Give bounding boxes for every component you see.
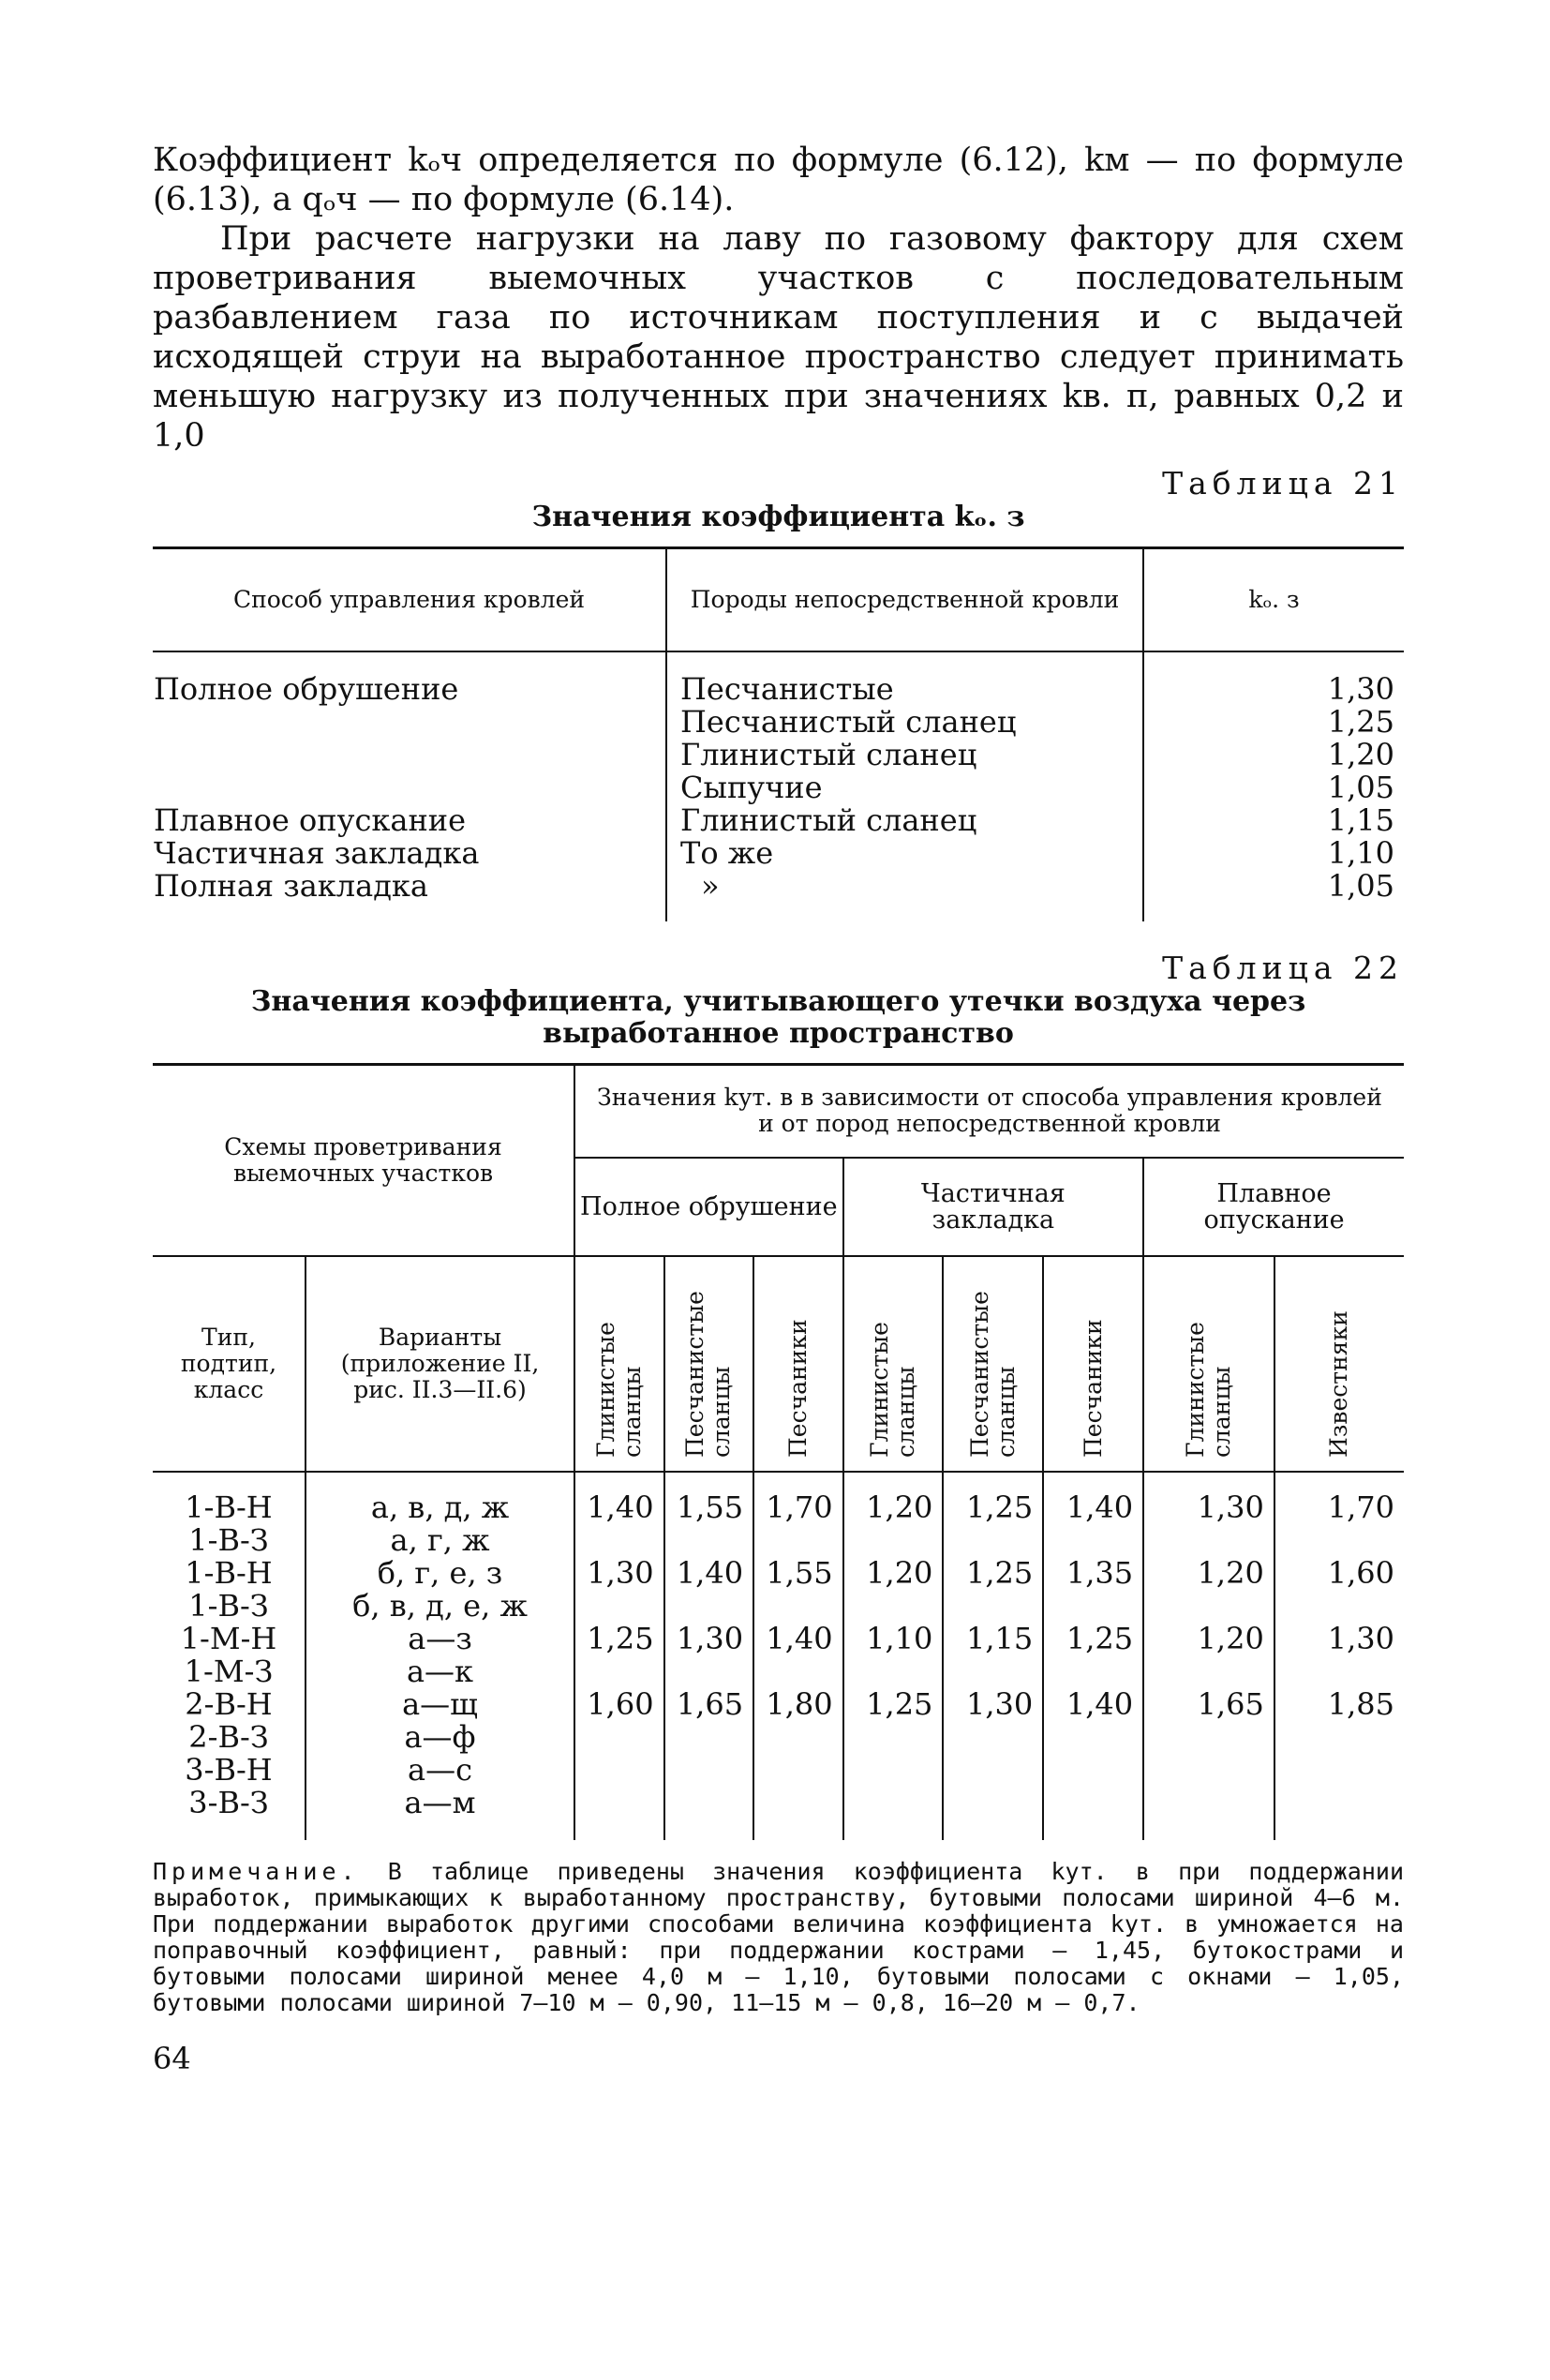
t22-header-rock-5: Песчанистые сланцы bbox=[943, 1256, 1043, 1472]
table-22-title: Значения коэффициента, учитывающего утечки воздуха через выработанное пространство bbox=[250, 984, 1306, 1050]
t22-values-col-3: 1,70 1,55 1,40 1,80 bbox=[753, 1472, 843, 1840]
table-21-title: Значения коэффициента kₒ. з bbox=[531, 501, 1025, 533]
t22-header-rock-3: Песчаники bbox=[753, 1256, 843, 1472]
table-21 bbox=[153, 546, 1404, 921]
table-22-note bbox=[153, 1859, 1404, 2016]
t22-values-col-5: 1,25 1,25 1,15 1,30 bbox=[943, 1472, 1043, 1840]
t22-group-partial-fill: Частичная закладка bbox=[843, 1158, 1144, 1256]
table-21-label: Таблица 21 bbox=[1162, 465, 1404, 501]
table-22-label: Таблица 22 bbox=[1162, 949, 1404, 986]
t22-header-rock-4: Глинистые сланцы bbox=[843, 1256, 944, 1472]
paragraph-2: При расчете нагрузки на лаву по газовому фактору для схем проветривания выемочных участков с последовательным разбавлением газа по источникам поступления и с выдачей исходящей струи на выработанное пространство следует принимать меньшую нагрузку из полученных при значениях kв. п, равных 0,2 и 1,0 bbox=[153, 220, 1404, 455]
t22-header-rock-2: Песчанистые сланцы bbox=[664, 1256, 754, 1472]
t22-header-schemes: Схемы проветривания выемочных участков bbox=[224, 1132, 502, 1187]
t22-values-col-2: 1,55 1,40 1,30 1,65 bbox=[664, 1472, 754, 1840]
t22-header-rock-8: Известняки bbox=[1274, 1256, 1404, 1472]
t21-header-method: Способ управления кровлей bbox=[232, 585, 586, 613]
t22-values-col-8: 1,70 1,60 1,30 1,85 bbox=[1274, 1472, 1404, 1840]
t21-header-value: kₒ. з bbox=[1143, 548, 1404, 651]
t21-header-rock: Породы непосредственной кровли bbox=[666, 548, 1143, 651]
note-text: В таблице приведены значения коэффициента kут. в при поддержании выработок, примыкающих к выработанному пространству, бутовыми полосами шириной 4—6 м. При поддержании выработок другими способами величина коэффициента kут. в умножается на поправочный коэффициент, равный: при поддержании кострами — 1,45, бутокострами и бутовыми полосами шириной менее 4,0 м — 1,10, бутовыми полосами с окнами — 1,05, бутовыми полосами шириной 7—10 м — 0,90, 11—15 м — 0,8, 16—20 м — 0,7. bbox=[153, 1858, 1404, 2016]
page-content bbox=[153, 141, 1404, 2076]
table-22 bbox=[153, 1063, 1404, 1841]
paragraph-1: Коэффициент kₒч определяется по формуле (6.12), kм — по формуле (6.13), а qₒч — по формуле (6.14). bbox=[153, 142, 1404, 218]
t22-header-rock-6: Песчаники bbox=[1043, 1256, 1143, 1472]
t22-header-values: Значения kут. в в зависимости от способа управления кровлей и от пород непосредственной кровли bbox=[574, 1064, 1404, 1158]
t22-values-col-4: 1,20 1,20 1,10 1,25 bbox=[843, 1472, 944, 1840]
note-label: Примечание. bbox=[153, 1858, 360, 1885]
t22-header-type: Тип, подтип, класс bbox=[180, 1324, 277, 1403]
page-number: 64 bbox=[153, 2041, 191, 2076]
t22-group-full-collapse: Полное обрушение bbox=[574, 1158, 843, 1256]
t22-header-variants: Варианты (приложение II, рис. II.3—II.6) bbox=[306, 1256, 574, 1472]
t22-header-rock-1: Глинистые сланцы bbox=[574, 1256, 664, 1472]
t22-values-col-1: 1,40 1,30 1,25 1,60 bbox=[574, 1472, 664, 1840]
t22-values-col-7: 1,30 1,20 1,20 1,65 bbox=[1143, 1472, 1274, 1840]
t21-col-value: 1,30 1,25 1,20 1,05 1,15 1,10 1,05 bbox=[1143, 651, 1404, 921]
t22-group-smooth-lowering: Плавное опускание bbox=[1143, 1158, 1404, 1256]
t22-col-type: 1-В-Н 1-В-З 1-В-Н 1-В-З 1-М-Н 1-М-З 2-В-Н 2-В-З 3-В-Н 3-В-З bbox=[180, 1489, 277, 1820]
t22-col-variants: а, в, д, ж а, г, ж б, г, е, з б, в, д, е, ж а—з а—к а—щ а—ф а—с а—м bbox=[306, 1472, 574, 1840]
t22-header-rock-7: Глинистые сланцы bbox=[1143, 1256, 1274, 1472]
t21-col-rock: Песчанистые Песчанистый сланец Глинистый сланец Сыпучие Глинистый сланец То же » bbox=[666, 651, 1143, 921]
t22-values-col-6: 1,40 1,35 1,25 1,40 bbox=[1043, 1472, 1143, 1840]
t21-col-method: Полное обрушение Плавное опускание Частичная закладка Полная закладка bbox=[154, 670, 480, 904]
